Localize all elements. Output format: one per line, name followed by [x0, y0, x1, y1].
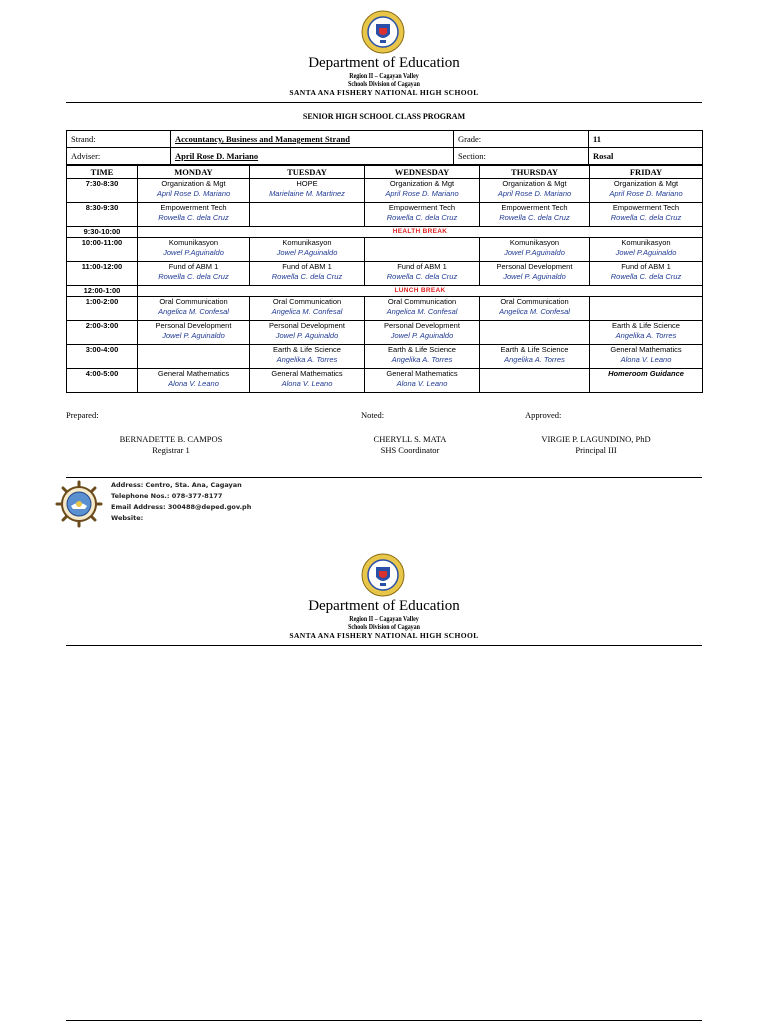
footer-divider [66, 477, 702, 478]
header-divider [66, 102, 702, 103]
school-name: SANTA ANA FISHERY NATIONAL HIGH SCHOOL [289, 88, 479, 97]
noted-by-block [340, 434, 480, 456]
subject-name: Personal Development [269, 321, 345, 330]
subject-name: Organization & Mgt [613, 179, 679, 188]
subject-name: Fund of ABM 1 [282, 262, 332, 271]
class-cell [250, 297, 365, 321]
time-slot: 2:00-3:00 [67, 321, 138, 345]
class-cell [590, 369, 703, 393]
header-divider-page2 [66, 645, 702, 646]
noted-name: CHERYLL S. MATA [373, 434, 447, 444]
subject-name: Personal Development [384, 321, 460, 330]
time-slot: 10:00-11:00 [67, 238, 138, 262]
subject-name: Organization & Mgt [389, 179, 455, 188]
division-line-page2: Schools Division of Cagayan [348, 623, 420, 631]
schedule-header-row [67, 166, 703, 179]
subject-name: Personal Development [155, 321, 232, 330]
class-cell [250, 262, 365, 286]
region-line-page2: Region II – Cagayan Valley [349, 615, 419, 623]
subject-name: Earth & Life Science [273, 345, 341, 354]
class-cell [590, 203, 703, 227]
teacher-name: Jowel P.Aguinaldo [163, 248, 224, 257]
schedule-row [67, 321, 703, 345]
class-cell [365, 369, 480, 393]
schedule-row [67, 297, 703, 321]
break-label: LUNCH BREAK [138, 286, 703, 297]
class-cell [138, 297, 250, 321]
section-label: Section: [454, 148, 589, 165]
website-line: Website: [111, 514, 144, 522]
column-header-day: THURSDAY [480, 166, 590, 179]
subject-name: Organization & Mgt [502, 179, 567, 188]
subject-name: Empowerment Tech [388, 203, 456, 212]
teacher-name: Angelica M. Confesal [271, 307, 343, 316]
noted-title: SHS Coordinator [380, 445, 440, 455]
class-cell [365, 321, 480, 345]
schedule-row [67, 179, 703, 203]
subject-name: Organization & Mgt [161, 179, 226, 188]
division-line: Schools Division of Cagayan [348, 80, 420, 88]
teacher-name: April Rose D. Mariano [609, 189, 683, 198]
teacher-name: April Rose D. Mariano [497, 189, 572, 198]
strand-value: Accountancy, Business and Management Strand [175, 134, 350, 144]
class-cell [590, 297, 703, 321]
schedule-row [67, 262, 703, 286]
subject-name: Earth & Life Science [388, 345, 456, 354]
schedule-row [67, 369, 703, 393]
teacher-name: Rowella C. dela Cruz [158, 272, 229, 281]
time-slot: 9:30-10:00 [67, 227, 138, 238]
address-line: Address: Centro, Sta. Ana, Cagayan [111, 481, 242, 489]
grade-value: 11 [589, 131, 703, 148]
column-header-day: WEDNESDAY [365, 166, 480, 179]
grade-label: Grade: [454, 131, 589, 148]
deped-seal-icon-page2 [361, 553, 405, 597]
school-contact-info [111, 480, 251, 524]
class-cell [250, 179, 365, 203]
subject-name: General Mathematics [386, 369, 458, 378]
class-cell [138, 238, 250, 262]
teacher-name: Angelika A. Torres [276, 355, 338, 364]
class-cell [480, 369, 590, 393]
subject-name: Empowerment Tech [160, 203, 227, 212]
approved-name: VIRGIE P. LAGUNDINO, PhD [541, 434, 651, 444]
class-cell [138, 321, 250, 345]
time-slot: 12:00-1:00 [67, 286, 138, 297]
prepared-label: Prepared: [66, 410, 99, 420]
class-cell [590, 345, 703, 369]
adviser-label: Adviser: [67, 148, 171, 165]
class-cell [138, 262, 250, 286]
class-cell [590, 179, 703, 203]
department-title-page2: Department of Education [308, 598, 460, 614]
time-slot: 7:30-8:30 [67, 179, 138, 203]
subject-name: Oral Communication [387, 297, 457, 306]
email-line: Email Address: 300488@deped.gov.ph [111, 503, 252, 511]
class-cell [250, 203, 365, 227]
class-cell [590, 262, 703, 286]
approved-title: Principal III [575, 445, 617, 455]
teacher-name: Rowella C. dela Cruz [499, 213, 570, 222]
column-header-day: FRIDAY [590, 166, 703, 179]
subject-name: General Mathematics [271, 369, 343, 378]
subject-name: Empowerment Tech [612, 203, 680, 212]
department-title: Department of Education [308, 55, 460, 71]
column-header-time: TIME [67, 166, 138, 179]
telephone-line: Telephone Nos.: 078-377-8177 [111, 492, 223, 500]
teacher-name: Angelica M. Confesal [158, 307, 229, 316]
teacher-name: Angelika A. Torres [504, 355, 565, 364]
time-slot: 8:30-9:30 [67, 203, 138, 227]
subject-name: Komunikasyon [168, 238, 219, 247]
noted-label: Noted: [361, 410, 385, 420]
class-cell [365, 297, 480, 321]
teacher-name: Alona V. Leano [281, 379, 333, 388]
class-cell [250, 321, 365, 345]
subject-name: Fund of ABM 1 [168, 262, 219, 271]
teacher-name: Alona V. Leano [168, 379, 219, 388]
teacher-name: Angelica M. Confesal [499, 307, 570, 316]
class-cell [250, 345, 365, 369]
time-slot: 1:00-2:00 [67, 297, 138, 321]
class-cell [480, 203, 590, 227]
class-cell [365, 345, 480, 369]
break-row [67, 286, 703, 297]
subject-name: Oral Communication [500, 297, 569, 306]
class-cell [365, 262, 480, 286]
teacher-name: April Rose D. Mariano [156, 189, 231, 198]
school-name-page2: SANTA ANA FISHERY NATIONAL HIGH SCHOOL [289, 631, 479, 640]
program-title: SENIOR HIGH SCHOOL CLASS PROGRAM [302, 112, 466, 121]
teacher-name: Rowella C. dela Cruz [610, 213, 682, 222]
teacher-name: Jowel P. Aguinaldo [162, 331, 225, 340]
teacher-name: Marielaine M. Martinez [269, 189, 345, 198]
class-cell [480, 238, 590, 262]
prepared-title: Registrar 1 [152, 445, 190, 455]
teacher-name: Angelika A. Torres [391, 355, 453, 364]
prepared-by-block [86, 434, 256, 456]
teacher-name: Rowella C. dela Cruz [386, 213, 458, 222]
teacher-name: Jowel P.Aguinaldo [615, 248, 677, 257]
time-slot: 3:00-4:00 [67, 345, 138, 369]
teacher-name: Jowel P.Aguinaldo [276, 248, 338, 257]
page2-bottom-rule [66, 1020, 702, 1021]
teacher-name: Alona V. Leano [396, 379, 448, 388]
subject-name: Komunikasyon [621, 238, 671, 247]
class-cell [250, 369, 365, 393]
program-info-table [66, 130, 703, 165]
class-cell [480, 262, 590, 286]
prepared-name: BERNADETTE B. CAMPOS [119, 434, 223, 444]
class-cell [590, 321, 703, 345]
subject-name: Fund of ABM 1 [621, 262, 671, 271]
approved-by-block [516, 434, 676, 456]
subject-name: Oral Communication [159, 297, 228, 306]
deped-seal-icon [361, 10, 405, 54]
schedule-row [67, 203, 703, 227]
subject-name: Komunikasyon [282, 238, 332, 247]
subject-name: Fund of ABM 1 [397, 262, 447, 271]
break-label: HEALTH BREAK [138, 227, 703, 238]
time-slot: 4:00-5:00 [67, 369, 138, 393]
subject-name: General Mathematics [610, 345, 682, 354]
subject-name: HOPE [296, 179, 318, 188]
class-cell [480, 179, 590, 203]
document-header-page2 [0, 597, 768, 640]
teacher-name: Rowella C. dela Cruz [386, 272, 458, 281]
class-cell [590, 238, 703, 262]
subject-name: Earth & Life Science [612, 321, 680, 330]
schedule-row [67, 345, 703, 369]
class-schedule-table [66, 165, 703, 393]
teacher-name: Alona V. Leano [620, 355, 672, 364]
section-value: Rosal [589, 148, 703, 165]
teacher-name: Angelika A. Torres [615, 331, 677, 340]
approved-label: Approved: [525, 410, 562, 420]
teacher-name: Rowella C. dela Cruz [271, 272, 343, 281]
document-header [0, 54, 768, 97]
class-cell [480, 321, 590, 345]
strand-label: Strand: [67, 131, 171, 148]
region-line: Region II – Cagayan Valley [349, 72, 419, 80]
teacher-name: Jowel P. Aguinaldo [275, 331, 339, 340]
schedule-row [67, 238, 703, 262]
teacher-name: Rowella C. dela Cruz [158, 213, 229, 222]
subject-name: Komunikasyon [509, 238, 560, 247]
class-cell [138, 179, 250, 203]
column-header-day: TUESDAY [250, 166, 365, 179]
teacher-name: Jowel P.Aguinaldo [504, 248, 565, 257]
subject-name: Oral Communication [272, 297, 342, 306]
class-cell [365, 179, 480, 203]
time-slot: 11:00-12:00 [67, 262, 138, 286]
adviser-value: April Rose D. Mariano [175, 151, 259, 161]
school-logo-icon [55, 480, 103, 528]
class-cell [138, 345, 250, 369]
class-cell [250, 238, 365, 262]
class-cell [480, 345, 590, 369]
class-cell [480, 297, 590, 321]
teacher-name: Rowella C. dela Cruz [610, 272, 682, 281]
subject-name: Personal Development [496, 262, 573, 271]
teacher-name: Jowel P. Aguinaldo [503, 272, 566, 281]
teacher-name: April Rose D. Mariano [385, 189, 459, 198]
teacher-name: Angelica M. Confesal [386, 307, 458, 316]
subject-name: General Mathematics [157, 369, 230, 378]
class-cell [138, 203, 250, 227]
subject-name: Homeroom Guidance [608, 369, 684, 378]
break-row [67, 227, 703, 238]
class-cell [365, 238, 480, 262]
column-header-day: MONDAY [138, 166, 250, 179]
class-cell [138, 369, 250, 393]
subject-name: Empowerment Tech [501, 203, 568, 212]
subject-name: Earth & Life Science [500, 345, 569, 354]
teacher-name: Jowel P. Aguinaldo [390, 331, 454, 340]
class-cell [365, 203, 480, 227]
